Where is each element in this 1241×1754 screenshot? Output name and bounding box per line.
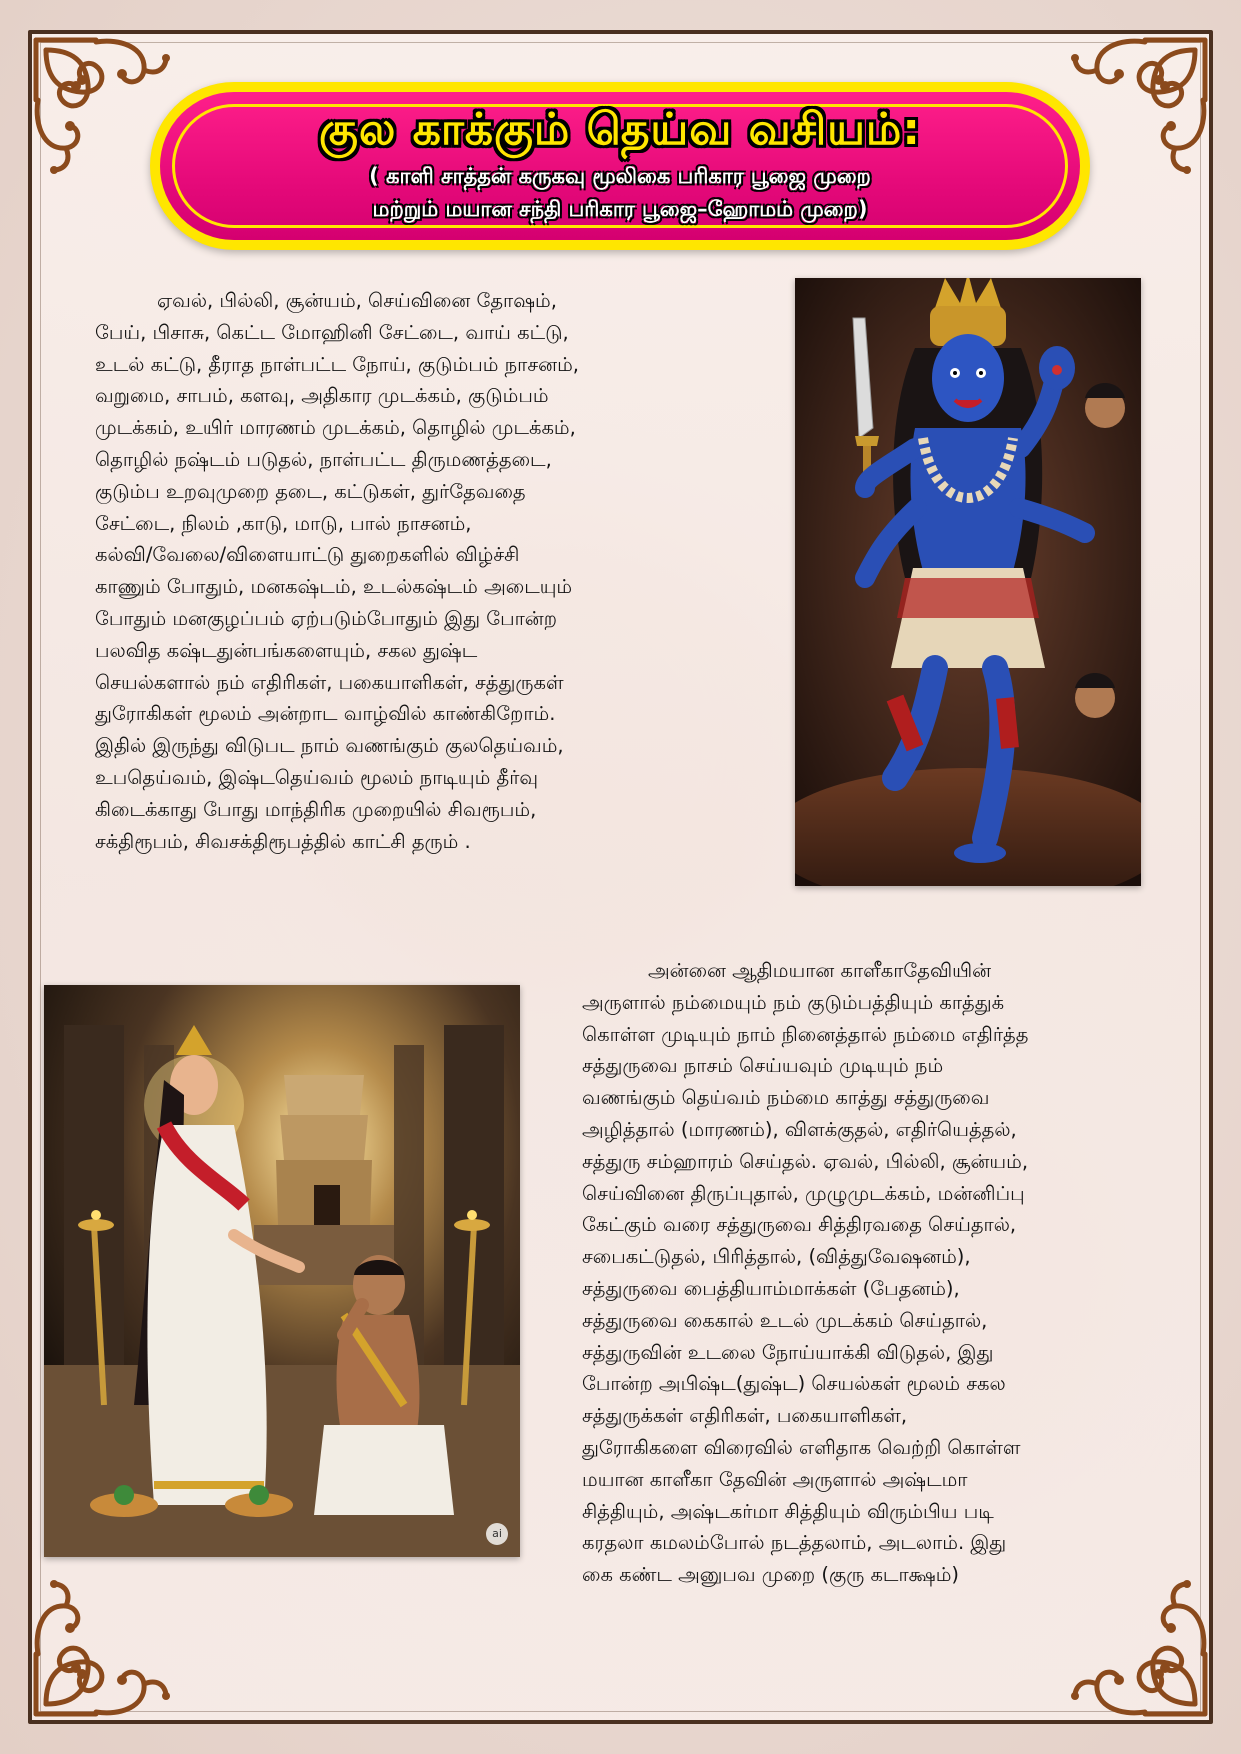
text-line: சத்துருவின் உடலை நோய்யாக்கி விடுதல், இது (582, 1340, 994, 1364)
text-line: சத்துருவை நாசம் செய்யவும் முடியும் நம் (582, 1054, 944, 1078)
text-line: உபதெய்வம், இஷ்டதெய்வம் மூலம் நாடியும் தீர்வு (95, 765, 539, 789)
text-line: சேட்டை, நிலம் ,காடு, மாடு, பால் நாசனம், (95, 511, 472, 535)
text-line: சத்துரு சம்ஹாரம் செய்தல். ஏவல், பில்லி, சூன்யம், (582, 1149, 1029, 1173)
text-line: தொழில் நஷ்டம் படுதல், நாள்பட்ட திருமணத்தடை, (95, 447, 552, 471)
text-line: கை கண்ட அனுபவ முறை (குரு கடாக்ஷம்) (582, 1563, 960, 1587)
page-subtitle-line2: மற்றும் மயான சந்தி பரிகார பூஜை–ஹோமம் முறை) (372, 197, 868, 221)
text-line: கொள்ள முடியும் நாம் நினைத்தால் நம்மை எதிர்த்த (582, 1022, 1029, 1046)
text-line: செய்வினை திருப்புதால், முழுமுடக்கம், மன்னிப்பு (582, 1181, 1025, 1205)
page-subtitle-line1: ( காளி சாத்தன் கருகவு மூலிகை பரிகார பூஜை முறை (369, 164, 871, 188)
text-line: முடக்கம், உயிர் மாரணம் முடக்கம், தொழில் முடக்கம், (95, 416, 576, 440)
text-line: அழித்தால் (மாரணம்), விளக்குதல், எதிர்யெத்தல், (582, 1117, 1017, 1141)
paragraph-remedy (582, 955, 1212, 1591)
text-line: வணங்கும் தெய்வம் நம்மை காத்து சத்துருவை (582, 1086, 990, 1110)
text-line: சத்துருவை பைத்தியாம்மாக்கள் (பேதனம்), (582, 1276, 960, 1300)
text-line: கல்வி/வேலை/விளையாட்டு துறைகளில் விழ்ச்சி (95, 543, 520, 567)
text-line: துரோகிகள் மூலம் அன்றாட வாழ்வில் காண்கிறோம். (95, 702, 556, 726)
text-line: போதும் மனகுழப்பம் ஏற்படும்போதும் இது போன்ற (95, 606, 557, 630)
text-line: சித்தியும், அஷ்டகர்மா சித்தியும் விரும்பிய படி (582, 1499, 994, 1523)
page-title: குல காக்கும் தெய்வ வசியம்: (319, 104, 921, 155)
text-line: காணும் போதும், மனகஷ்டம், உடல்கஷ்டம் அடையும் (95, 575, 573, 599)
text-line: சக்திரூபம், சிவசக்திரூபத்தில் காட்சி தரும் . (95, 829, 471, 853)
text-line: அருளால் நம்மையும் நம் குடும்பத்தியும் காத்துக் (582, 990, 1005, 1014)
text-line: போன்ற அபிஷ்ட(துஷ்ட) செயல்கள் மூலம் சகல (582, 1372, 1006, 1396)
text-line: சத்துருவை கைகால் உடல் முடக்கம் செய்தால், (582, 1308, 988, 1332)
ai-badge: ai (486, 1523, 508, 1545)
text-line: அன்னை ஆதிமயான காளீகாதேவியின் (648, 959, 992, 982)
text-line: குடும்ப உறவுமுறை தடை, கட்டுகள், துர்தேவதை (95, 479, 526, 503)
paragraph-problems (95, 285, 785, 857)
text-line: கேட்கும் வரை சத்துருவை சித்திரவதை செய்தால், (582, 1213, 1017, 1237)
text-line: ஏவல், பில்லி, சூன்யம், செய்வினை தோஷம், (157, 289, 557, 312)
text-line: சத்துருக்கள் எதிரிகள், பகையாளிகள், (582, 1404, 908, 1428)
text-line: கிடைக்காது போது மாந்திரிக முறையில் சிவரூபம், (95, 797, 537, 821)
kali-image (795, 278, 1141, 886)
text-line: சபைகட்டுதல், பிரித்தால், (வித்துவேஷனம்), (582, 1245, 971, 1269)
text-line: செயல்களால் நம் எதிரிகள், பகையாளிகள், சத்துருகள் (95, 670, 564, 694)
text-line: கரதலா கமலம்போல் நடத்தலாம், அடலாம். இது (582, 1531, 1007, 1555)
text-line: இதில் இருந்து விடுபட நாம் வணங்கும் குலதெய்வம், (95, 734, 564, 758)
corner-ornament-icon (1065, 1574, 1215, 1724)
devi-devotee-image (44, 985, 520, 1557)
text-line: மயான காளீகா தேவின் அருளால் அஷ்டமா (582, 1467, 968, 1491)
text-line: துரோகிகளை விரைவில் எளிதாக வெற்றி கொள்ள (582, 1435, 1021, 1459)
text-line: பேய், பிசாசு, கெட்ட மோஹினி சேட்டை, வாய் கட்டு, (95, 320, 569, 344)
title-banner (150, 82, 1090, 250)
corner-ornament-icon (26, 1574, 176, 1724)
text-line: பலவித கஷ்டதுன்பங்களையும், சகல துஷ்ட (95, 638, 478, 662)
text-line: உடல் கட்டு, தீராத நாள்பட்ட நோய், குடும்பம் நாசனம், (95, 352, 579, 376)
text-line: வறுமை, சாபம், களவு, அதிகார முடக்கம், குடும்பம் (95, 384, 549, 408)
